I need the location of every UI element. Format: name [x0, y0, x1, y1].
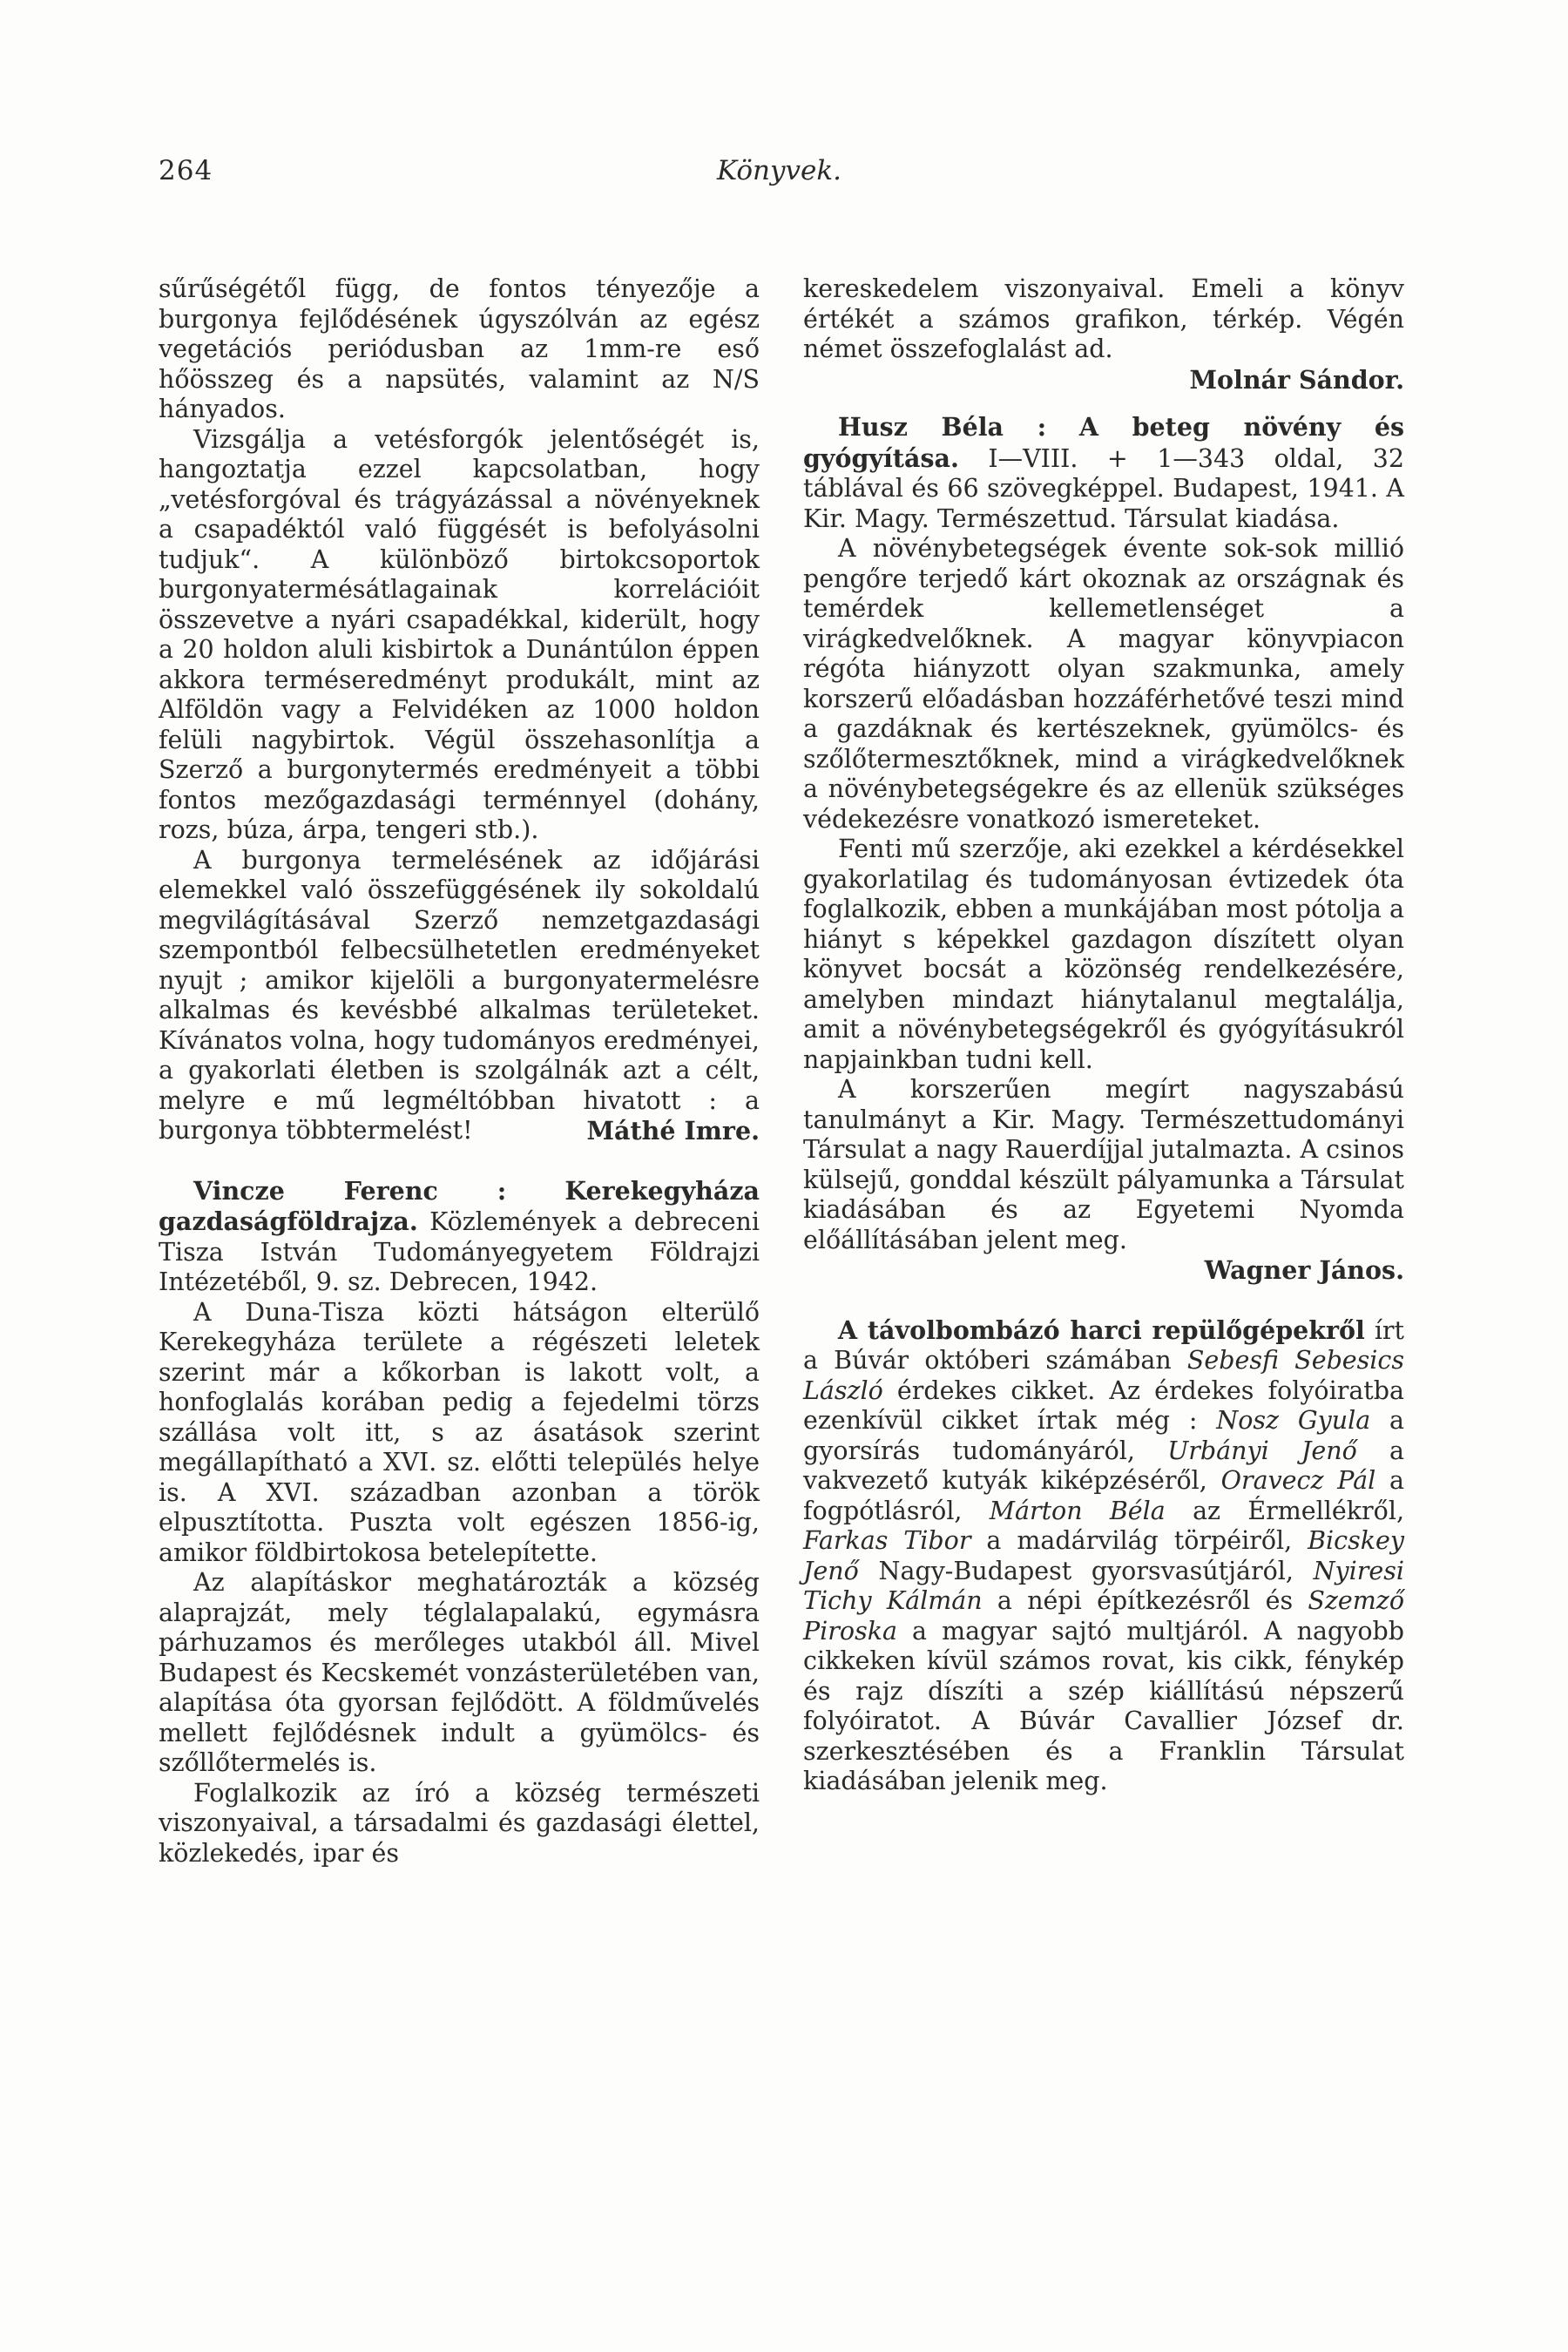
section-gap — [159, 1146, 760, 1176]
section-gap — [803, 1286, 1404, 1315]
note-text: a gyorsírás tudományáról, — [803, 1406, 1405, 1465]
right-column — [803, 274, 1404, 1797]
note-person: Oravecz Pál — [1220, 1466, 1376, 1495]
reviewer-signature-1: Máthé Imre. — [586, 1116, 760, 1146]
note-person: Urbányi Jenő — [1167, 1436, 1357, 1465]
review-2-biblio: Közlemények a debreceni Tisza István Tudományegyetem Földrajzi Intézetéből, 9. sz. Debrecen, 1942. — [159, 1207, 760, 1296]
right-paragraph-4: A korszerűen megírt nagyszabású tanulmányt a Kir. Magy. Természettudományi Társulat a nagy Rauerdíjjal jutalmazta. A csinos külsejű, gonddal készült pályamunka a Társulat kiadásában és az Egyetemi Nyomda előállításában jelent meg. — [803, 1075, 1404, 1254]
review-2-author: Vincze Ferenc : — [193, 1175, 507, 1206]
review-3-title: A beteg növény és gyógyítása. — [803, 412, 1404, 473]
reviewer-signature-2: Molnár Sándor. — [1189, 364, 1404, 395]
review-3-heading — [803, 412, 1404, 534]
note-text: a magyar sajtó multjáról. A nagyobb cikkeken kívül számos rovat, kis cikk, fénykép és rajz díszíti a szép kiállítású népszerű folyóiratot. A Búvár Cavallier József dr. szerkesztésében és a Franklin Társulat kiadásában jelenik meg. — [803, 1616, 1404, 1795]
running-head — [159, 155, 1400, 199]
note-person: Sebesfi Sebesics László — [803, 1346, 1405, 1405]
left-paragraph-3-block — [159, 846, 760, 1146]
note-person: Nyiresi Tichy Kálmán — [803, 1556, 1404, 1615]
reviewer-signature-3: Wagner János. — [1204, 1255, 1404, 1285]
left-paragraph-3: A burgonya termelésének az időjárási elemekkel való összefüggésének ily sokoldalú megvilágításával Szerző nemzetgazdasági szempontból felbecsülhetetlen eredményeket nyujt ; amikor kijelöli a burgonyatermelésre alkalmas és kevésbbé alkalmas területeket. Kívánatos volna, hogy tudományos eredményei, a gyakorlati életben is szolgálnák azt a célt, melyre e mű legméltóbban hivatott : a burgonya többtermelést! — [159, 845, 760, 1145]
note-text: az Érmellékről, — [1193, 1496, 1404, 1525]
section-gap — [803, 395, 1404, 412]
review-2-heading — [159, 1176, 760, 1298]
note-text: a fogpótlásról, — [803, 1466, 1405, 1525]
note-person: Márton Béla — [989, 1496, 1166, 1525]
note-person: Szemző Piroska — [803, 1586, 1404, 1646]
left-paragraph-6: Foglalkozik az író a község természeti viszonyaival, a társadalmi és gazdasági élettel, közlekedés, ipar és — [159, 1778, 760, 1868]
left-column — [159, 274, 760, 1869]
left-paragraph-2: Vizsgálja a vetésforgók jelentőségét is, hangoztatja ezzel kapcsolatban, hogy „vetésforgóval és trágyázással a növényeknek a csapadéktól való függését is befolyásolni tudjuk“. A különböző birtokcsoportok burgonyatermésátlagainak korrelációit összevetve a nyári csapadékkal, kiderült, hogy a 20 holdon aluli kisbirtok a Dunántúlon éppen akkora terméseredményt produkált, mint az Alföldön vagy a Felvidéken az 1000 holdon felüli nagybirtok. Végül összehasonlítja a Szerző a burgonytermés eredményeit a többi fontos mezőgazdasági terménnyel (dohány, rozs, búza, árpa, tengeri stb.). — [159, 424, 760, 844]
note-text: Nagy-Budapest gyorsvasútjáról, — [878, 1556, 1294, 1585]
note-title: A távolbombázó harci repülőgépekről — [838, 1315, 1365, 1345]
left-paragraph-4: A Duna-Tisza közti hátságon elterülő Kerekegyháza területe a régészeti leletek szerint már a kőkorban is lakott volt, a honfoglalás korában pedig a fejedelmi törzs szállása volt itt, s az ásatások szerint megállapítható a XVI. sz. előtti település helye is. A XVI. században azonban a török elpusztította. Puszta volt egészen 1856-ig, amikor földbirtokosa betelepítette. — [159, 1297, 760, 1567]
right-paragraph-1: kereskedelem viszonyaival. Emeli a könyv értékét a számos grafikon, térkép. Végén német összefoglalást ad. — [803, 274, 1404, 363]
page-number: 264 — [159, 155, 213, 186]
left-paragraph-1: sűrűségétől függ, de fontos tényezője a burgonya fejlődésének úgyszólván az egész vegetációs periódusban az 1mm-re eső hőösszeg és a napsütés, valamint az N/S hányados. — [159, 274, 760, 423]
note-text: a madárvilág törpéiről, — [986, 1526, 1293, 1555]
note-person: Bicskey Jenő — [803, 1526, 1404, 1585]
left-paragraph-5: Az alapításkor meghatározták a község alaprajzát, mely téglalapalakú, egymásra párhuzamos és merőleges utakból áll. Mivel Budapest és Kecskemét vonzásterületében van, alapítása óta gyorsan fejlődött. A földművelés mellett fejlődésnek indult a gyümölcs- és szőllőtermelés is. — [159, 1568, 760, 1777]
review-2-title: Kerekegyháza gazdaságföldrajza. — [159, 1175, 760, 1236]
note-text: érdekes cikket. Az érdekes folyóiratba ezenkívül cikket írtak még : — [803, 1375, 1404, 1435]
right-paragraph-2: A növénybetegségek évente sok-sok millió pengőre terjedő kárt okoznak az országnak és temérdek kellemetlenséget a virágkedvelőknek. A magyar könyvpiacon régóta hiányzott olyan szakmunka, amely korszerű előadásban hozzáférhetővé teszi mind a gazdáknak és kertészeknek, gyümölcs- és szőlőtermesztőknek, mind a virágkedvelőknek a növénybetegségekre és az ellenük szükséges védekezésre vonatkozó ismereteket. — [803, 534, 1404, 834]
running-title: Könyvek. — [717, 155, 841, 186]
note-paragraph — [803, 1315, 1404, 1797]
note-text: a vakvezető kutyák kiképzéséről, — [803, 1436, 1404, 1495]
review-3-author: Husz Béla : — [838, 412, 1047, 442]
note-text: írt a Búvár októberi számában — [803, 1315, 1405, 1375]
review-3-biblio: I—VIII. + 1—343 oldal, 32 táblával és 66 szövegképpel. Budapest, 1941. A Kir. Magy. Természettud. Társulat kiadása. — [803, 443, 1404, 533]
note-person: Nosz Gyula — [1216, 1406, 1371, 1435]
note-person: Farkas Tibor — [803, 1526, 971, 1555]
note-text: a népi építkezésről és — [997, 1586, 1294, 1615]
right-paragraph-3: Fenti mű szerzője, aki ezekkel a kérdésekkel gyakorlatilag és tudományosan évtizedek óta foglalkozik, ebben a munkájában most pótolja a hiányt s képekkel gazdagon díszített olyan könyvet bocsát a közönség rendelkezésére, amelyben mindazt hiánytalanul megtalálja, amit a növénybetegségekről és gyógyításukról napjainkban tudni kell. — [803, 835, 1404, 1074]
